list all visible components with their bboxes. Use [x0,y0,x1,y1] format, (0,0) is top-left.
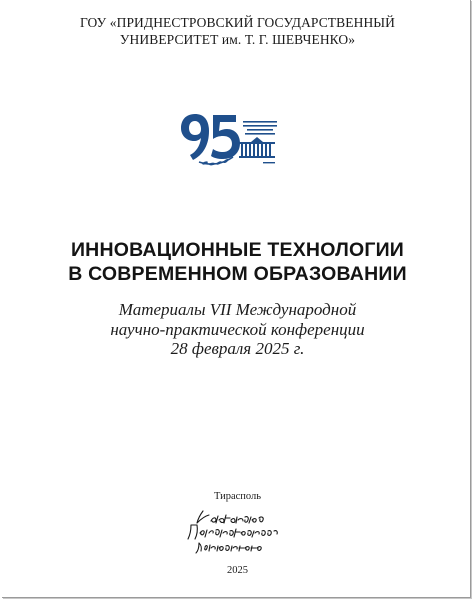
conference-title-line1: ИННОВАЦИОННЫЕ ТЕХНОЛОГИИ [70,239,405,261]
subtitle-line2: научно-практической конференции [110,319,365,339]
conference-subtitle [0,300,475,359]
subtitle-line1: Материалы VII Международной [118,300,357,319]
conference-title [0,238,475,286]
university-name [0,14,475,48]
publication-city: Тирасполь [213,491,262,502]
university-95-anniversary-logo-icon [181,112,281,170]
publication-year: 2025 [227,565,248,576]
subtitle-date: 28 февраля 2025 г. [170,339,305,358]
publisher-script-logo-icon [185,507,285,555]
university-name-line1: ГОУ «ПРИДНЕСТРОВСКИЙ ГОСУДАРСТВЕННЫЙ [79,15,396,30]
university-name-line2: УНИВЕРСИТЕТ им. Т. Г. ШЕВЧЕНКО» [119,32,356,47]
conference-title-line2: В СОВРЕМЕННОМ ОБРАЗОВАНИИ [68,263,407,285]
